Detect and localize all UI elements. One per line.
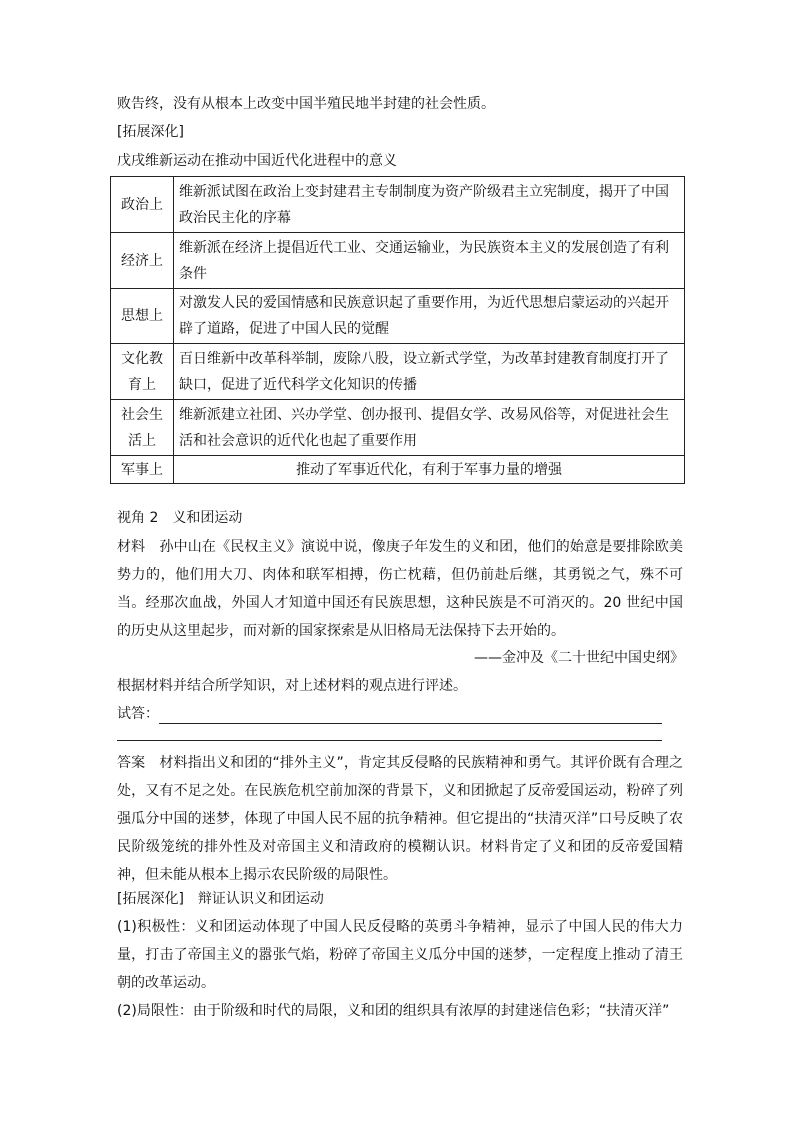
row-text: 对激发人民的爱国情感和民族意识起了重要作用，为近代思想启蒙运动的兴起开辟了道路，促进了中国人民的觉醒 — [174, 289, 685, 344]
row-text: 维新派在经济上提倡近代工业、交通运输业，为民族资本主义的发展创造了有利条件 — [174, 233, 685, 289]
intro-line: 败告终，没有从根本上改变中国半殖民地半封建的社会性质。 — [117, 96, 495, 112]
row-text: 维新派试图在政治上变封建君主专制制度为资产阶级君主立宪制度，揭开了中国政治民主化的序幕 — [174, 177, 685, 233]
source-citation: ——金冲及《二十世纪中国史纲》 — [474, 650, 684, 666]
row-label: 军事上 — [111, 456, 174, 484]
row-label: 文化教育上 — [111, 344, 174, 400]
material-text: 孙中山在《民权主义》演说中说，像庚子年发生的义和团，他们的始意是要排除欧美势力的，他们用大刀、肉体和联军相搏，伤亡枕藉，但仍前赴后继，其勇锐之气，殊不可当。经那次血战，外国人才知道中国还有民族思想，这种民族是不可消灭的。20 世纪中国的历史从这里起步，而对新的国家探索是从旧格局无法保持下去开始的。 — [117, 539, 684, 639]
table-row — [111, 344, 685, 400]
row-label: 社会生活上 — [111, 400, 174, 456]
row-text: 推动了军事近代化，有利于军事力量的增强 — [174, 456, 685, 484]
point-1: (1)积极性：义和团运动体现了中国人民反侵略的英勇斗争精神，显示了中国人民的伟大力量，打击了帝国主义的嚣张气焰，粉碎了帝国主义瓜分中国的迷梦，一定程度上推动了清王朝的改革运动。 — [117, 919, 683, 991]
material-label: 材料 — [117, 539, 146, 555]
row-label: 思想上 — [111, 289, 174, 344]
section-heading: 视角 2 义和团运动 — [117, 510, 243, 526]
material-paragraph — [117, 533, 683, 645]
table-row — [111, 456, 685, 484]
table-title: 戊戌维新运动在推动中国近代化进程中的意义 — [117, 153, 397, 169]
answer-blank[interactable] — [159, 708, 662, 724]
expand-tag-2: [拓展深化] 辩证认识义和团运动 — [117, 891, 324, 907]
answer-text: 材料指出义和团的“排外主义”，肯定其反侵略的民族精神和勇气。其评价既有合理之处，又有不足之处。在民族危机空前加深的背景下，义和团掀起了反帝爱国运动，粉碎了列强瓜分中国的迷梦，体现了中国人民不屈的抗争精神。但它提出的“扶清灭洋”口号反映了农民阶级笼统的排外性及对帝国主义和清政府的模糊认识。材料肯定了义和团的反帝爱国精神，但未能从根本上揭示农民阶级的局限性。 — [117, 755, 683, 883]
row-label: 经济上 — [111, 233, 174, 289]
table-row — [111, 400, 685, 456]
table-row — [111, 177, 685, 233]
answer-blank-line-2[interactable] — [117, 740, 662, 741]
expand-tag-1: [拓展深化] — [117, 124, 184, 140]
table-row — [111, 289, 685, 344]
question-text: 根据材料并结合所学知识，对上述材料的观点进行评述。 — [117, 678, 467, 694]
row-text: 维新派建立社团、兴办学堂、创办报刊、提倡女学、改易风俗等，对促进社会生活和社会意识的近代化也起了重要作用 — [174, 400, 685, 456]
row-text: 百日维新中改革科举制，废除八股，设立新式学堂，为改革封建教育制度打开了缺口，促进了近代科学文化知识的传播 — [174, 344, 685, 400]
answer-paragraph — [117, 749, 683, 889]
answer-prompt-line — [117, 704, 662, 724]
row-label: 政治上 — [111, 177, 174, 233]
answer-label: 答案 — [117, 755, 146, 771]
table-row — [111, 233, 685, 289]
point-2: (2)局限性：由于阶级和时代的局限，义和团的组织具有浓厚的封建迷信色彩；“扶清灭洋” — [117, 1003, 670, 1019]
answer-prompt: 试答： — [117, 706, 159, 722]
significance-table — [110, 176, 685, 484]
